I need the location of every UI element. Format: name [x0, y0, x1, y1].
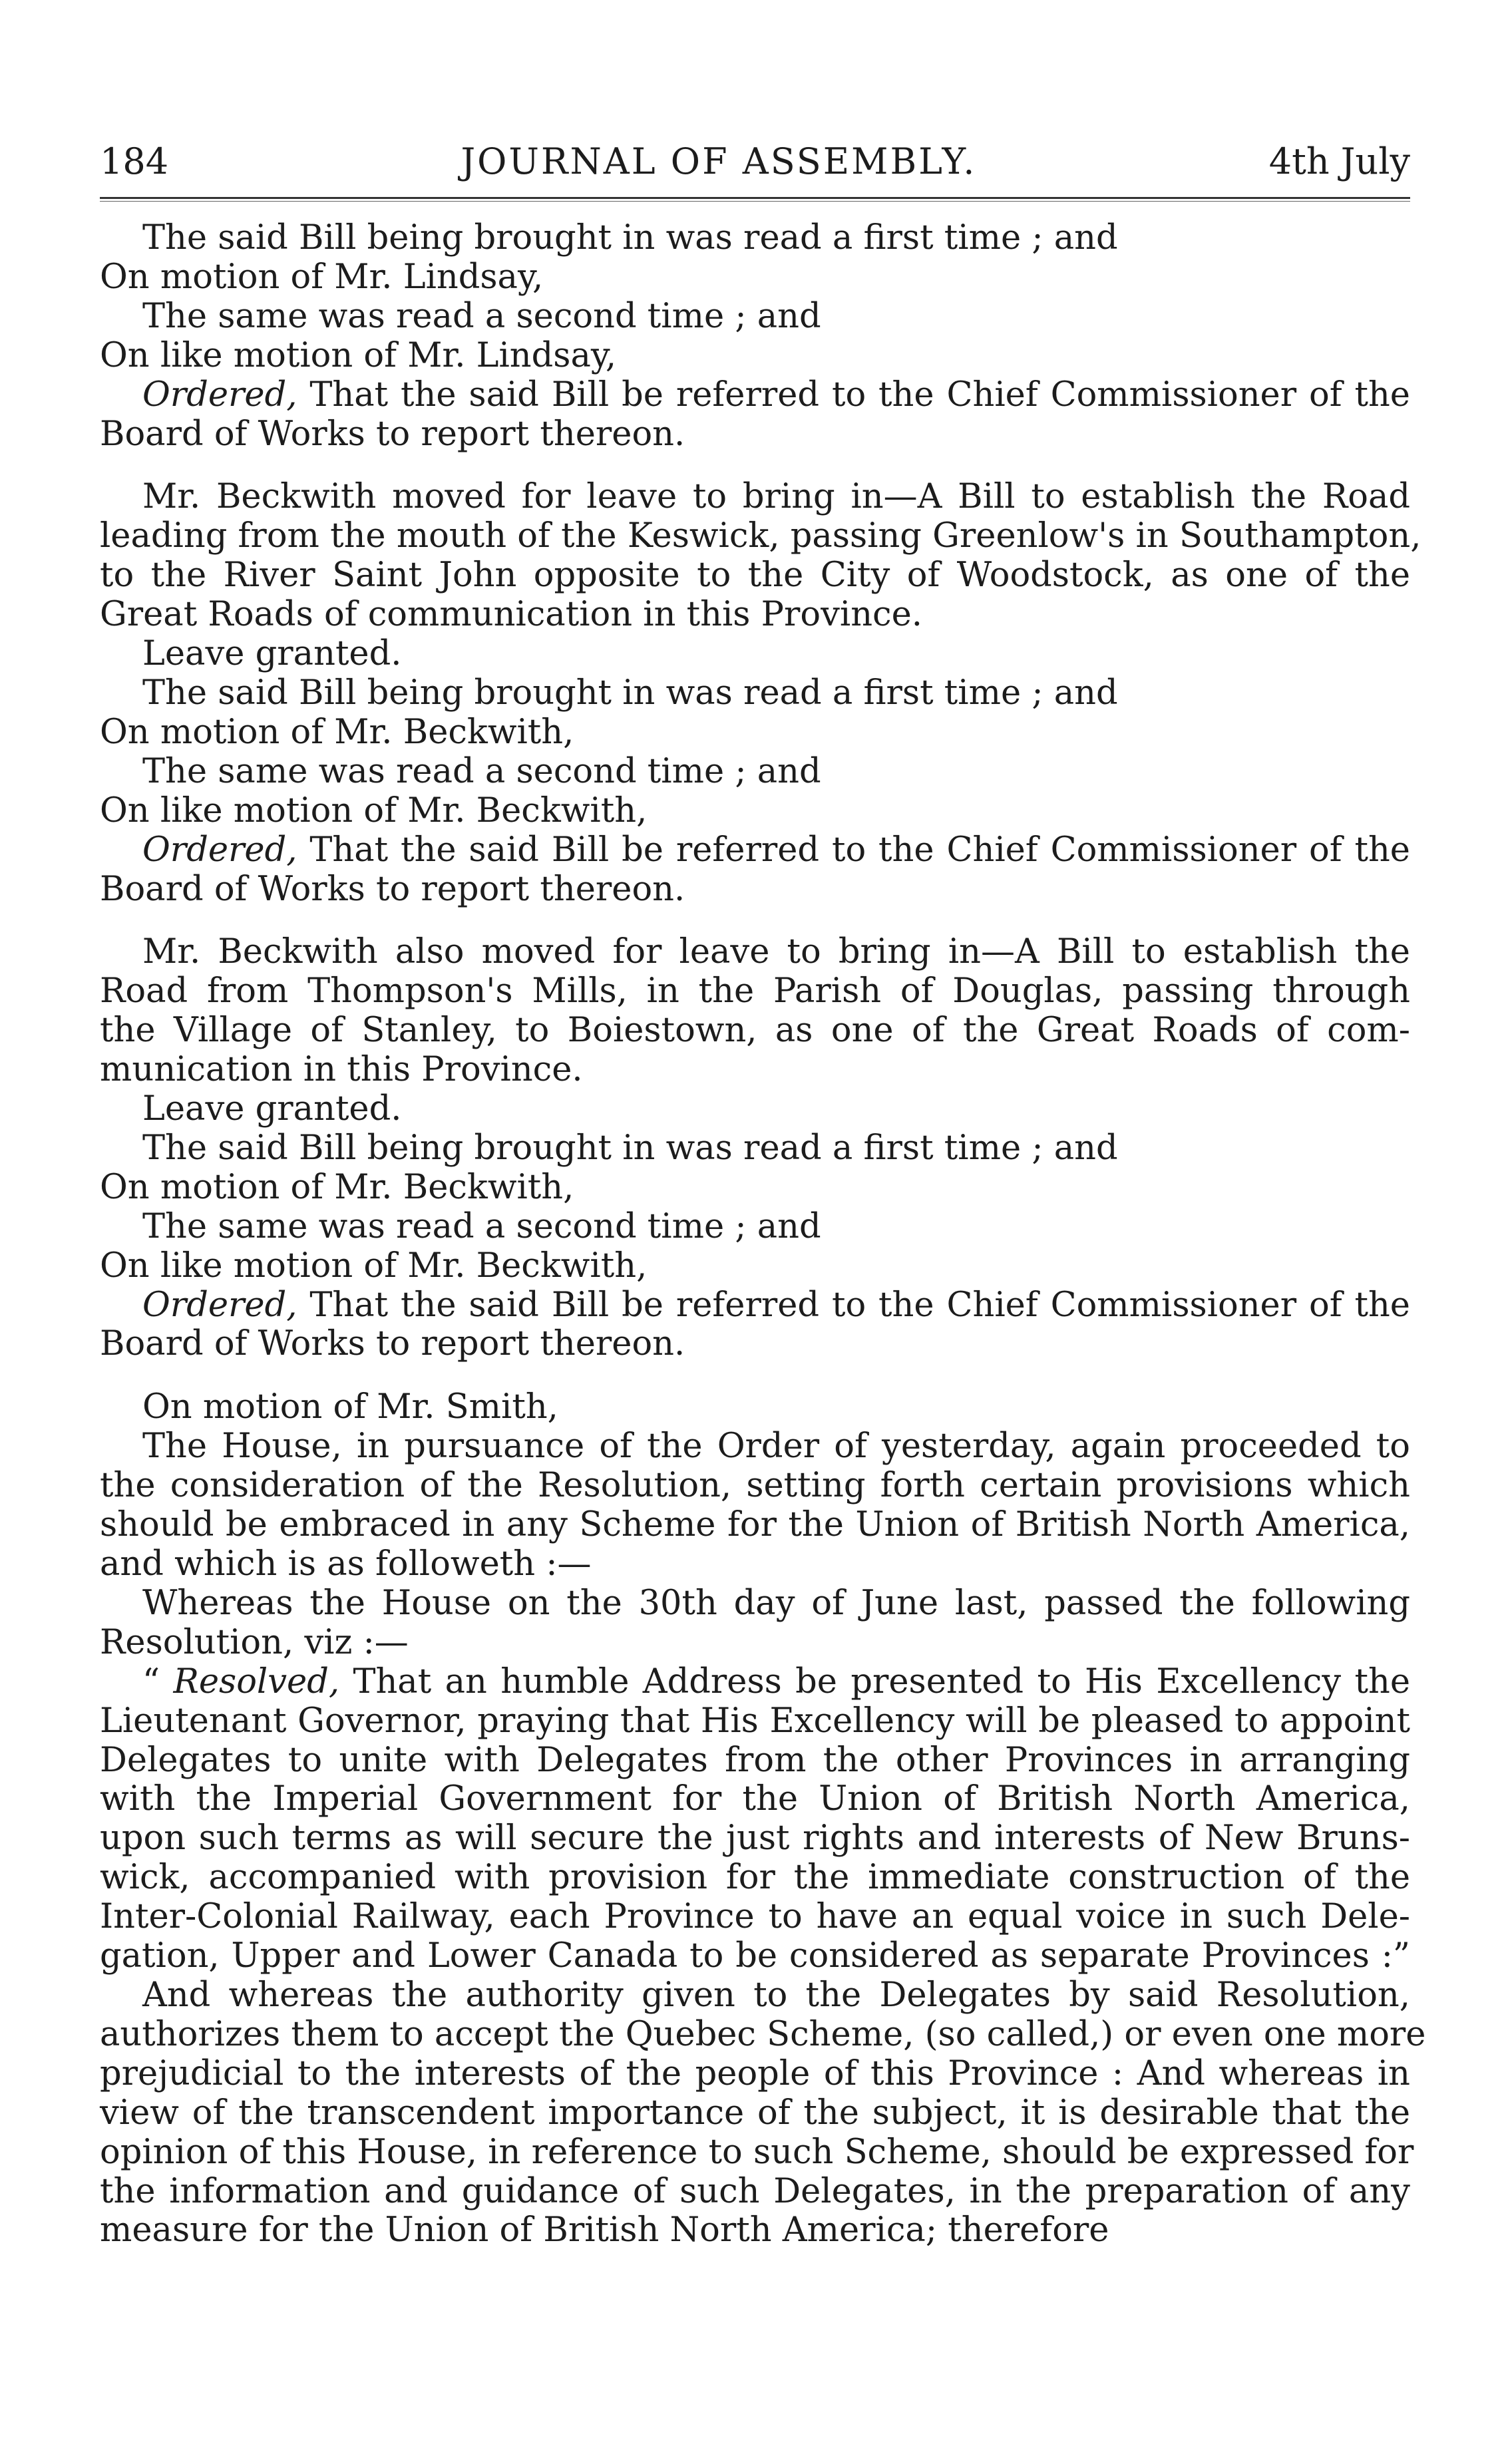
line-text: That the said Bill be referred to the Chief Commissioner of the [297, 830, 1410, 870]
text-line [100, 1168, 1410, 1208]
text-line [100, 1427, 1410, 1467]
text-line [100, 1624, 1410, 1663]
line-text: That the said Bill be referred to the Chief Commissioner of the [297, 375, 1410, 415]
text-line [100, 1702, 1410, 1741]
text-line [100, 870, 1410, 910]
text-line [100, 376, 1410, 415]
line-text: On motion of Mr. Smith, [142, 1387, 558, 1427]
text-line [100, 972, 1410, 1011]
text-line [100, 297, 1410, 337]
line-text: the consideration of the Resolution, setting forth certain provisions which [100, 1466, 1410, 1506]
text-line [100, 2014, 1426, 2055]
line-text: Leave granted. [142, 634, 402, 674]
paragraph-gap [100, 454, 1410, 478]
line-text: On like motion of Mr. Lindsay, [100, 335, 617, 375]
text-line [100, 1780, 1410, 1819]
text-line [100, 1741, 1410, 1781]
text-line [100, 478, 1410, 517]
text-line [100, 1663, 1410, 1702]
text-line [100, 713, 1410, 753]
line-text: the Village of Stanley, to Boiestown, as one of the Great Roads of com- [100, 1011, 1410, 1051]
running-date: 4th July [1268, 140, 1410, 182]
text-line [100, 1858, 1410, 1898]
line-text: Leave granted. [142, 1089, 402, 1129]
line-text: Inter-Colonial Railway, each Province to have an equal voice in such Dele- [100, 1897, 1410, 1937]
italic-keyword: Ordered, [142, 1285, 297, 1325]
text-line [100, 596, 1410, 635]
italic-keyword: Ordered, [142, 375, 297, 415]
text-line [100, 1388, 1410, 1427]
text-line [100, 1467, 1410, 1506]
open-quote: “ [142, 1662, 174, 1701]
line-text: to the River Saint John opposite to the City of Woodstock, as one of the [100, 556, 1410, 596]
line-text: The said Bill being brought in was read a first time ; and [142, 1128, 1118, 1168]
paragraph-gap [100, 909, 1410, 933]
line-text: should be embraced in any Scheme for the Union of British North America, [100, 1505, 1410, 1545]
line-text: On motion of Mr. Beckwith, [100, 1167, 574, 1207]
text-line [100, 753, 1410, 792]
text-line [100, 1506, 1410, 1545]
text-line [100, 1898, 1410, 1937]
italic-keyword: Resolved, [173, 1662, 340, 1701]
text-line [100, 1208, 1410, 1247]
header-rule [100, 197, 1410, 202]
line-text: opinion of this House, in reference to such Scheme, should be expressed for [100, 2132, 1414, 2172]
line-text: Great Roads of communication in this Province. [100, 595, 923, 635]
line-text: On motion of Mr. Beckwith, [100, 712, 574, 752]
line-text: munication in this Province. [100, 1050, 583, 1090]
line-text: leading from the mouth of the Keswick, passing Greenlow's in Southampton, [100, 516, 1421, 556]
text-line [100, 1286, 1410, 1325]
text-line [100, 516, 1421, 556]
text-line [100, 635, 1410, 674]
line-text: On motion of Mr. Lindsay, [100, 257, 544, 297]
text-line [100, 1325, 1410, 1364]
line-text: with the Imperial Government for the Union of British North America, [100, 1779, 1410, 1819]
paragraph-gap [100, 1364, 1410, 1388]
line-text: Whereas the House on the 30th day of June last, passed the following [142, 1583, 1410, 1623]
line-text: On like motion of Mr. Beckwith, [100, 1246, 648, 1286]
line-text: And whereas the authority given to the Delegates by said Resolution, [142, 1975, 1410, 2015]
line-text: Mr. Beckwith also moved for leave to bring in—A Bill to establish the [142, 932, 1410, 972]
text-line [100, 792, 1410, 831]
text-line [100, 1011, 1410, 1051]
text-line [100, 1247, 1410, 1286]
text-line [100, 831, 1410, 870]
text-line [100, 415, 1410, 454]
text-line [100, 1129, 1410, 1168]
text-line [100, 1545, 1410, 1584]
text-line [100, 556, 1410, 596]
text-line [100, 1051, 1410, 1090]
text-line [100, 337, 1410, 376]
line-text: The same was read a second time ; and [142, 296, 821, 336]
line-text: Board of Works to report thereon. [100, 1324, 685, 1364]
paragraph [100, 933, 1410, 1364]
text-line [100, 219, 1410, 258]
line-text: measure for the Union of British North America; therefore [100, 2210, 1109, 2250]
line-text: Lieutenant Governor, praying that His Excellency will be pleased to appoint [100, 1701, 1410, 1741]
text-line [100, 933, 1410, 972]
line-text: The House, in pursuance of the Order of yesterday, again proceeded to [142, 1427, 1410, 1467]
line-text: Resolution, viz :— [100, 1622, 409, 1662]
journal-body [100, 218, 1426, 2250]
line-text: Board of Works to report thereon. [100, 414, 685, 454]
line-text: Delegates to unite with Delegates from the other Provinces in arranging [100, 1740, 1410, 1780]
page-number: 184 [100, 140, 169, 182]
text-line [100, 1937, 1410, 1976]
text-line [100, 258, 1410, 297]
text-line [100, 1976, 1410, 2016]
text-line [100, 2211, 1410, 2250]
line-text: wick, accompanied with provision for the immediate construction of the [100, 1858, 1410, 1898]
line-text: The same was read a second time ; and [142, 1206, 821, 1246]
line-text: upon such terms as will secure the just rights and interests of New Bruns- [100, 1819, 1410, 1858]
text-line [100, 1819, 1410, 1858]
line-text: That the said Bill be referred to the Chief Commissioner of the [297, 1285, 1410, 1325]
line-text: The said Bill being brought in was read a first time ; and [142, 673, 1118, 713]
running-title: JOURNAL OF ASSEMBLY. [461, 140, 977, 182]
paragraph [100, 219, 1410, 454]
line-text: Mr. Beckwith moved for leave to bring in—A Bill to establish the Road [142, 477, 1410, 517]
text-line [100, 1584, 1410, 1624]
line-text: The same was read a second time ; and [142, 751, 821, 791]
paragraph [100, 477, 1421, 909]
text-line [100, 674, 1410, 713]
line-text: and which is as followeth :— [100, 1544, 592, 1584]
text-line [100, 2132, 1414, 2173]
text-line [100, 2094, 1410, 2133]
text-line [100, 2055, 1410, 2094]
line-text: That an humble Address be presented to His Excellency the [339, 1662, 1410, 1701]
line-text: view of the transcendent importance of the subject, it is desirable that the [100, 2093, 1410, 2133]
text-line [100, 1090, 1410, 1129]
line-text: the information and guidance of such Delegates, in the preparation of any [100, 2171, 1410, 2211]
line-text: gation, Upper and Lower Canada to be considered as separate Provinces :” [100, 1936, 1410, 1976]
line-text: The said Bill being brought in was read a first time ; and [142, 218, 1118, 258]
line-text: Board of Works to report thereon. [100, 869, 685, 909]
line-text: authorizes them to accept the Quebec Scheme, (so called,) or even one more [100, 2014, 1426, 2054]
line-text: On like motion of Mr. Beckwith, [100, 791, 648, 830]
text-line [100, 2173, 1410, 2212]
italic-keyword: Ordered, [142, 830, 297, 870]
line-text: prejudicial to the interests of the people of this Province : And whereas in [100, 2053, 1410, 2093]
paragraph [100, 1387, 1426, 2250]
line-text: Road from Thompson's Mills, in the Parish of Douglas, passing through [100, 971, 1410, 1011]
page-header [100, 138, 1410, 185]
